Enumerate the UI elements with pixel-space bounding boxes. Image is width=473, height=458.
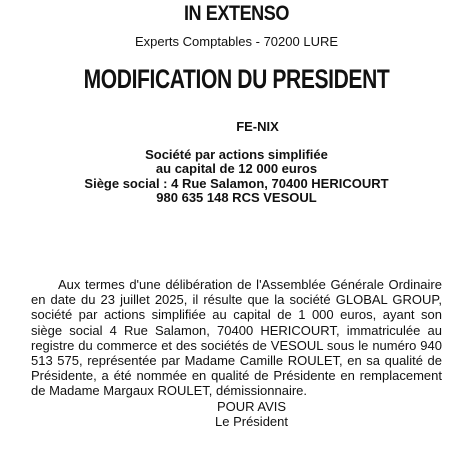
company-name: FE-NIX [236,119,279,134]
closing-block [0,399,473,429]
agency-name: IN EXTENSO [183,2,290,25]
company-capital: au capital de 12 000 euros [155,161,318,176]
closing-line-pour-avis: POUR AVIS [216,399,287,414]
agency-subtitle: Experts Comptables - 70200 LURE [134,34,339,49]
company-block [0,120,473,206]
notice-title: MODIFICATION DU PRESIDENT [83,64,390,94]
company-legal-form: Société par actions simplifiée [145,146,328,162]
notice-body-paragraph: Aux termes d'une délibération de l'Assemblée Générale Ordinaire en date du 23 juillet 2025, il résulte que la société GLOBAL GROUP, société par actions simplifiée au capital de 1 000 euros, ayant son siège social 4 Rue Salamon, 70400 HERICOURT, immatriculée au registre du commerce et des sociétés de VESOUL sous le numéro 940 513 575, représentée par Madame Camille ROULET, en sa qualité de Présidente, a été nommée en qualité de Présidente en remplacement de Madame Margaux ROULET, démissionnaire. [31,277,442,399]
closing-line-signatory: Le Président [215,414,288,429]
company-registration: 980 635 148 RCS VESOUL [156,190,317,205]
company-seat: Siège social : 4 Rue Salamon, 70400 HERICOURT [84,175,389,191]
